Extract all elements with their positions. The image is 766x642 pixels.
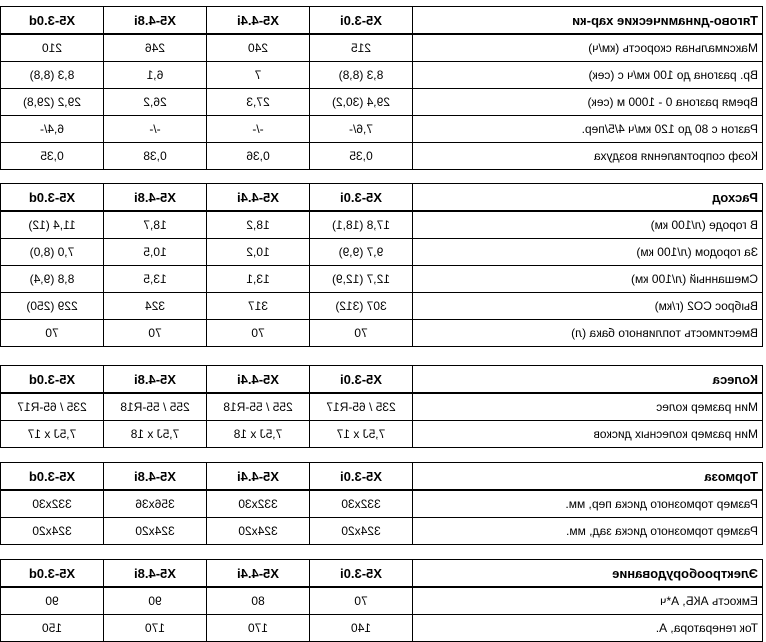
electrics-table xyxy=(0,559,763,642)
cell-value: 324x20 xyxy=(207,518,310,545)
column-header: X5-3.0i xyxy=(310,7,413,35)
table-header-row xyxy=(1,184,763,212)
cell-value: 332x30 xyxy=(207,490,310,518)
cell-value: 150 xyxy=(1,615,104,642)
cell-value: 332x30 xyxy=(1,490,104,518)
cell-value: 70 xyxy=(310,587,413,615)
cell-value: 255 / 55-R18 xyxy=(104,393,207,421)
cell-value: 9,7 (9,9) xyxy=(310,239,413,266)
row-label: Коэф сопротивления воздуха xyxy=(413,143,763,170)
table-header-row xyxy=(1,463,763,491)
cell-value: 246 xyxy=(104,34,207,62)
cell-value: 8,8 (9,4) xyxy=(1,266,104,293)
section-title: Тягово-динамические хар-ки xyxy=(413,7,763,35)
row-label: Смешанный (л/100 км) xyxy=(413,266,763,293)
cell-value: 6,4/- xyxy=(1,116,104,143)
cell-value: 26,2 xyxy=(104,89,207,116)
table-row xyxy=(1,587,763,615)
column-header: X5-4.8i xyxy=(104,7,207,35)
table-row xyxy=(1,34,763,62)
cell-value: 7,5J x 17 xyxy=(1,421,104,448)
wheels-table xyxy=(0,365,763,448)
table-row xyxy=(1,143,763,170)
cell-value: 7,5J x 17 xyxy=(310,421,413,448)
cell-value: 90 xyxy=(104,587,207,615)
cell-value: 27,3 xyxy=(207,89,310,116)
cell-value: 10,2 xyxy=(207,239,310,266)
cell-value: 0,38 xyxy=(104,143,207,170)
dynamics-table xyxy=(0,6,763,170)
column-header: X5-4.4i xyxy=(207,366,310,394)
cell-value: 13,1 xyxy=(207,266,310,293)
cell-value: 8,3 (8,8) xyxy=(1,62,104,89)
row-label: Время разгона 0 - 1000 м (сек) xyxy=(413,89,763,116)
column-header: X5-3.0i xyxy=(310,560,413,588)
table-row xyxy=(1,490,763,518)
table-row xyxy=(1,421,763,448)
table-header-row xyxy=(1,366,763,394)
table-row xyxy=(1,615,763,642)
column-header: X5-3.0d xyxy=(1,184,104,212)
cell-value: 8,3 (8,8) xyxy=(310,62,413,89)
cell-value: 332x30 xyxy=(310,490,413,518)
cell-value: 210 xyxy=(1,34,104,62)
section-title: Колеса xyxy=(413,366,763,394)
cell-value: 11,4 (12) xyxy=(1,211,104,239)
cell-value: 12,7 (12,9) xyxy=(310,266,413,293)
column-header: X5-4.8i xyxy=(104,560,207,588)
cell-value: 215 xyxy=(310,34,413,62)
cell-value: 18,7 xyxy=(104,211,207,239)
cell-value: 70 xyxy=(207,320,310,347)
cell-value: 13,5 xyxy=(104,266,207,293)
cell-value: 0,35 xyxy=(1,143,104,170)
table-header-row xyxy=(1,560,763,588)
cell-value: 235 / 65-R17 xyxy=(1,393,104,421)
cell-value: 70 xyxy=(104,320,207,347)
cell-value: 317 xyxy=(207,293,310,320)
table-row xyxy=(1,393,763,421)
row-label: Размер тормозного диска пер, мм. xyxy=(413,490,763,518)
table-row xyxy=(1,266,763,293)
table-row xyxy=(1,62,763,89)
cell-value: 324 xyxy=(104,293,207,320)
row-label: Размер тормозного диска зад, мм. xyxy=(413,518,763,545)
row-label: Разгон с 80 до 120 км/ч 4/5/пер. xyxy=(413,116,763,143)
row-label: Емкость АКБ, А*ч xyxy=(413,587,763,615)
cell-value: 0,35 xyxy=(310,143,413,170)
row-label: Мин размер колесных дисков xyxy=(413,421,763,448)
table-row xyxy=(1,116,763,143)
row-label: Выброс CO2 (г/км) xyxy=(413,293,763,320)
cell-value: 307 (312) xyxy=(310,293,413,320)
column-header: X5-3.0d xyxy=(1,463,104,491)
column-header: X5-3.0i xyxy=(310,184,413,212)
cell-value: 7,5J x 18 xyxy=(104,421,207,448)
cell-value: 90 xyxy=(1,587,104,615)
cell-value: 7,6/- xyxy=(310,116,413,143)
cell-value: 7,5J x 18 xyxy=(207,421,310,448)
consumption-table xyxy=(0,183,763,347)
cell-value: 240 xyxy=(207,34,310,62)
cell-value: 170 xyxy=(207,615,310,642)
table-row xyxy=(1,320,763,347)
cell-value: 10,5 xyxy=(104,239,207,266)
table-row xyxy=(1,89,763,116)
table-header-row xyxy=(1,7,763,35)
table-row xyxy=(1,518,763,545)
cell-value: 29,4 (30,2) xyxy=(310,89,413,116)
cell-value: 80 xyxy=(207,587,310,615)
brakes-table xyxy=(0,462,763,545)
column-header: X5-4.8i xyxy=(104,463,207,491)
column-header: X5-4.4i xyxy=(207,7,310,35)
cell-value: 356x36 xyxy=(104,490,207,518)
column-header: X5-4.4i xyxy=(207,463,310,491)
cell-value: 229 (250) xyxy=(1,293,104,320)
cell-value: -/- xyxy=(104,116,207,143)
table-row xyxy=(1,293,763,320)
cell-value: 6,1 xyxy=(104,62,207,89)
row-label: Вместимость топливного бака (л) xyxy=(413,320,763,347)
section-title: Расход xyxy=(413,184,763,212)
cell-value: 29,2 (29,8) xyxy=(1,89,104,116)
column-header: X5-4.8i xyxy=(104,184,207,212)
section-title: Тормоза xyxy=(413,463,763,491)
section-title: Электрооборудование xyxy=(413,560,763,588)
column-header: X5-4.4i xyxy=(207,560,310,588)
cell-value: 324x20 xyxy=(310,518,413,545)
cell-value: 324x20 xyxy=(104,518,207,545)
cell-value: 170 xyxy=(104,615,207,642)
cell-value: 0,36 xyxy=(207,143,310,170)
column-header: X5-3.0d xyxy=(1,366,104,394)
column-header: X5-3.0d xyxy=(1,7,104,35)
column-header: X5-4.8i xyxy=(104,366,207,394)
cell-value: 17,8 (18,1) xyxy=(310,211,413,239)
column-header: X5-3.0i xyxy=(310,463,413,491)
table-row xyxy=(1,239,763,266)
row-label: Вр. разгона до 100 км/ч с (сек) xyxy=(413,62,763,89)
cell-value: 7 xyxy=(207,62,310,89)
row-label: Мин размер колес xyxy=(413,393,763,421)
table-row xyxy=(1,211,763,239)
column-header: X5-3.0d xyxy=(1,560,104,588)
column-header: X5-3.0i xyxy=(310,366,413,394)
cell-value: 18,2 xyxy=(207,211,310,239)
row-label: Максимальная скорость (км/ч) xyxy=(413,34,763,62)
cell-value: 70 xyxy=(1,320,104,347)
cell-value: 70 xyxy=(310,320,413,347)
cell-value: 255 / 55-R18 xyxy=(207,393,310,421)
cell-value: -/- xyxy=(207,116,310,143)
row-label: Ток генератора, А. xyxy=(413,615,763,642)
cell-value: 324x20 xyxy=(1,518,104,545)
cell-value: 235 / 65-R17 xyxy=(310,393,413,421)
row-label: В городе (л/100 км) xyxy=(413,211,763,239)
cell-value: 7,0 (8,0) xyxy=(1,239,104,266)
column-header: X5-4.4i xyxy=(207,184,310,212)
row-label: За городом (л/100 км) xyxy=(413,239,763,266)
cell-value: 140 xyxy=(310,615,413,642)
